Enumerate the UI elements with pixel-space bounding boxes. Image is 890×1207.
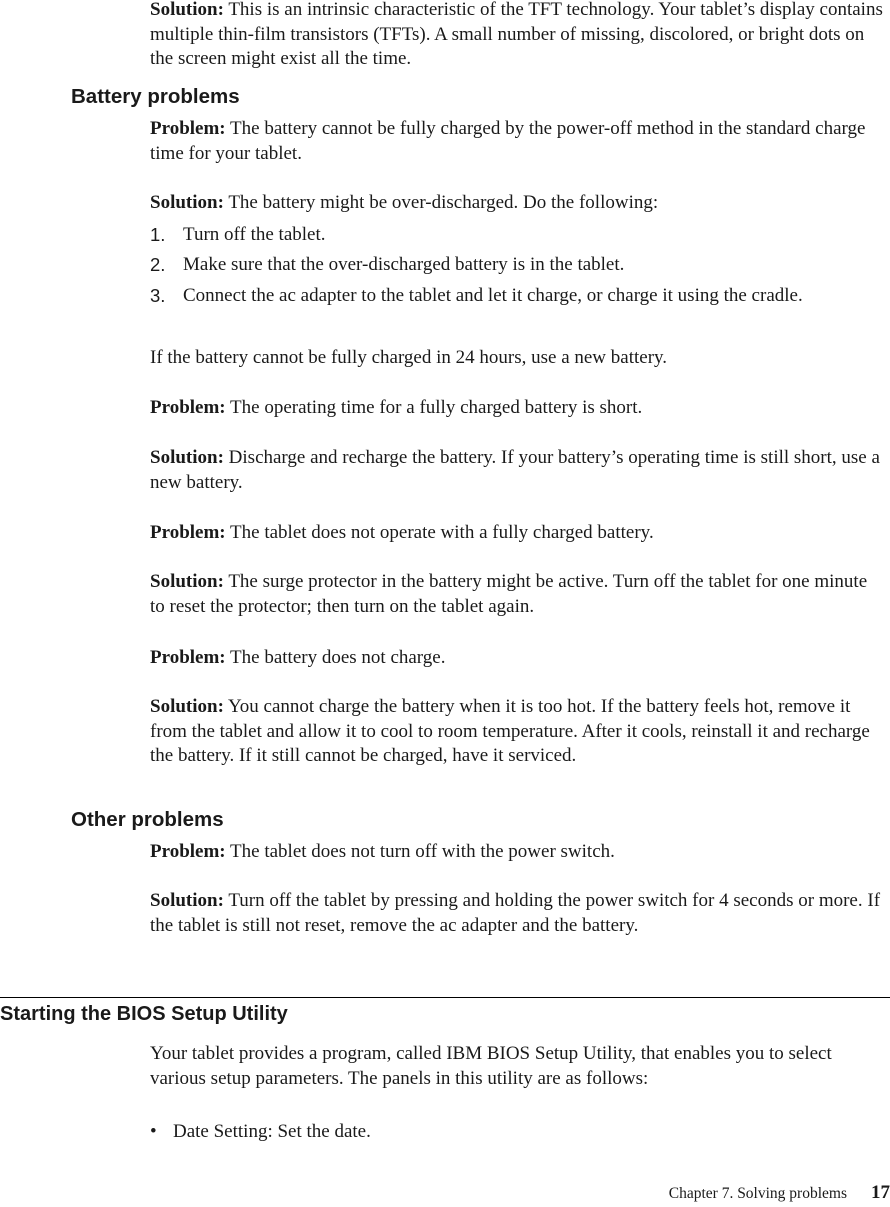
- solution-label: Solution:: [150, 571, 224, 592]
- other-solution-1: [150, 889, 885, 938]
- bios-intro-paragraph: Your tablet provides a program, called IBM BIOS Setup Utility, that enables you to select various setup parameters. The panels in this utility are as follows:: [150, 1043, 832, 1089]
- step-number: 1.: [150, 224, 166, 245]
- bullet-marker: •: [150, 1121, 157, 1142]
- problem-text: The battery cannot be fully charged by the power-off method in the standard charge time for your tablet.: [150, 118, 866, 164]
- bullet-text: Date Setting: Set the date.: [173, 1121, 371, 1142]
- battery-note: If the battery cannot be fully charged in 24 hours, use a new battery.: [150, 347, 668, 368]
- battery-problems-heading: Battery problems: [71, 85, 240, 108]
- solution-label: Solution:: [150, 0, 224, 20]
- solution-label: Solution:: [150, 696, 224, 717]
- page-footer: [669, 1181, 890, 1207]
- tft-solution-paragraph: [150, 0, 885, 72]
- battery-problem-4: [150, 646, 885, 671]
- step-text: Turn off the tablet.: [183, 224, 326, 245]
- problem-label: Problem:: [150, 118, 226, 139]
- step-number: 2.: [150, 254, 166, 275]
- battery-solution-1: [150, 191, 885, 216]
- battery-solution-4: [150, 695, 885, 769]
- problem-label: Problem:: [150, 841, 226, 862]
- solution-label: Solution:: [150, 890, 224, 911]
- solution-text: You cannot charge the battery when it is too hot. If the battery feels hot, remove it from the tablet and allow it to cool to room temperature. After it cools, reinstall it and recharge the battery. If it still cannot be charged, have it serviced.: [150, 696, 870, 766]
- page-number: 17: [871, 1182, 890, 1203]
- battery-solution-3: [150, 570, 885, 619]
- battery-problem-1: [150, 117, 885, 166]
- solution-label: Solution:: [150, 447, 224, 468]
- problem-label: Problem:: [150, 522, 226, 543]
- solution-text: Turn off the tablet by pressing and holding the power switch for 4 seconds or more. If the tablet is still not reset, remove the ac adapter and the battery.: [150, 890, 881, 936]
- solution-label: Solution:: [150, 192, 224, 213]
- bullet-item: [150, 1120, 885, 1145]
- battery-problem-2: [150, 396, 885, 421]
- section-divider: [0, 997, 890, 998]
- step-item: [150, 284, 885, 309]
- problem-label: Problem:: [150, 647, 226, 668]
- step-text: Connect the ac adapter to the tablet and let it charge, or charge it using the cradle.: [183, 285, 803, 306]
- solution-text: Discharge and recharge the battery. If your battery’s operating time is still short, use a new battery.: [150, 447, 880, 493]
- other-problem-1: [150, 840, 885, 865]
- battery-solution-2: [150, 446, 885, 495]
- other-problems-heading: Other problems: [71, 808, 224, 831]
- solution-text: The battery might be over-discharged. Do the following:: [223, 192, 659, 213]
- problem-text: The tablet does not turn off with the power switch.: [225, 841, 615, 862]
- step-item: [150, 223, 885, 248]
- bios-setup-heading: Starting the BIOS Setup Utility: [0, 1003, 288, 1025]
- step-item: [150, 253, 885, 278]
- problem-text: The battery does not charge.: [225, 647, 446, 668]
- problem-label: Problem:: [150, 397, 226, 418]
- battery-problem-3: [150, 521, 885, 546]
- step-number: 3.: [150, 285, 166, 306]
- solution-text: The surge protector in the battery might be active. Turn off the tablet for one minute to reset the protector; then turn on the tablet again.: [150, 571, 868, 617]
- problem-text: The operating time for a fully charged battery is short.: [225, 397, 643, 418]
- step-text: Make sure that the over-discharged battery is in the tablet.: [183, 254, 625, 275]
- problem-text: The tablet does not operate with a fully charged battery.: [225, 522, 654, 543]
- solution-text: This is an intrinsic characteristic of the TFT technology. Your tablet’s display contains multiple thin-film transistors (TFTs). A small number of missing, discolored, or bright dots on the screen might exist all the time.: [150, 0, 883, 69]
- chapter-title: Chapter 7. Solving problems: [668, 1185, 847, 1202]
